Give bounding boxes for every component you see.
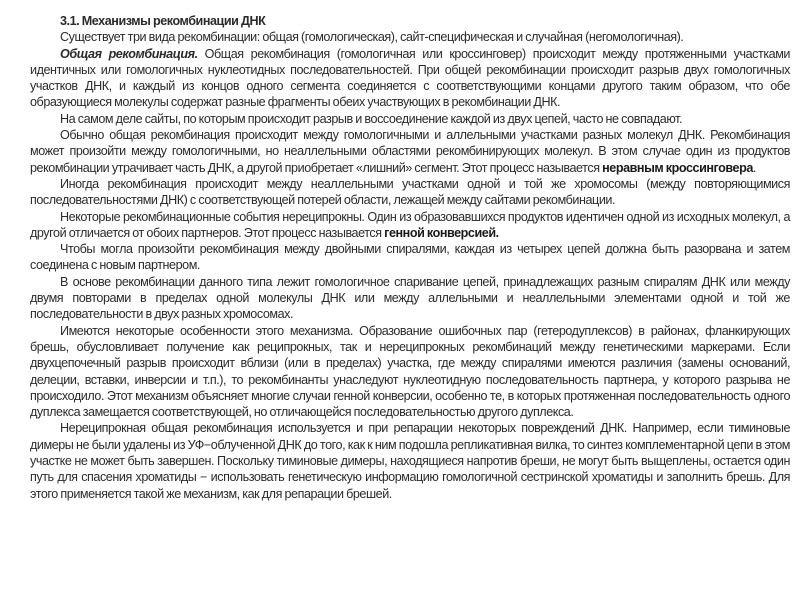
paragraph	[30, 111, 790, 127]
paragraph-text: Имеются некоторые особенности этого механизма. Образование ошибочных пар (гетеродуплексов) в районах, фланкирующих брешь, обусловливает получение как реципрокных, так и нереципрокных рекомбинаций между генетическими маркерами. Если двухцепочечный разрыв происходит вблизи (или в пределах) участка, где между спиралями имеются различия (замены оснований, делеции, вставки, инверсии и т.п.), то рекомбинанты унаследуют нуклеотидную последовательность партнера, у которого разрыва не происходило. Этот механизм объясняет многие случаи генной конверсии, особенно те, в которых протяженная последовательность одного дуплекса замещается соответствующей, но отличающейся последовательностью другого дуплекса.	[30, 323, 790, 420]
term-gene-conversion: генной конверсией.	[384, 225, 499, 240]
paragraph-text: Обычно общая рекомбинация происходит между гомологичными и аллельными участками разных молекул ДНК. Рекомбинация может произойти между гомологичными, но неаллельными областями рекомбинирующих молекул. В этом случае один из продуктов рекомбинации утрачивает часть ДНК, а другой приобретает «лишний» сегмент. Этот процесс называется	[30, 128, 790, 175]
paragraph	[30, 29, 790, 45]
paragraph-text: Нереципрокная общая рекомбинация используется и при репарации некоторых повреждений ДНК. Например, если тиминовые димеры не были удалены из УФ−облученной ДНК до того, как к ним подошла репликативная вилка, то синтез комплементарной цепи в этом участке не может быть завершен. Поскольку тиминовые димеры, находящиеся напротив бреши, не могут быть выщеплены, остается один путь для спасения хроматиды − использовать генетическую информацию гомологичной сестринской хроматиды и заполнить брешь. Для этого применяется такой же механизм, как для репарации брешей.	[30, 421, 790, 501]
paragraph	[30, 46, 790, 111]
term-unequal-crossover: неравным кроссинговера	[602, 160, 753, 175]
paragraph-text: В основе рекомбинации данного типа лежит гомологичное спаривание цепей, принадлежащих разным спиралям ДНК или между двумя повторами в пределах одной молекулы ДНК или между аллельными и неаллельными элементами одной и той же последовательности в двух разных хромосомах.	[30, 274, 790, 322]
paragraph	[30, 176, 790, 209]
paragraph-text: Некоторые рекомбинационные события нереципрокны. Один из образовавшихся продуктов идентичен одной из исходных молекул, а другой отличается от обоих партнеров. Этот процесс называется	[30, 209, 790, 240]
paragraph-text: Общая рекомбинация (гомологичная или кроссинговер) происходит между протяженными участками идентичных или гомологичных нуклеотидных последовательностей. При общей рекомбинации происходит разрыв двух гомологичных участков ДНК, и каждый из концов одного сегмента соединяется с соответствующими концами другого таким образом, что обе образующиеся молекулы содержат разные фрагменты обеих участвующих в рекомбинации ДНК.	[30, 46, 791, 110]
paragraph	[30, 241, 790, 274]
paragraph-text: На самом деле сайты, по которым происходит разрыв и воссоединение каждой из двух цепей, часто не совпадают.	[60, 111, 683, 126]
paragraph-text: Чтобы могла произойти рекомбинация между двойными спиралями, каждая из четырех цепей должна быть разорвана и затем соединена с новым партнером.	[30, 242, 790, 273]
paragraph-text-end: .	[752, 160, 756, 175]
paragraph-text: Существует три вида рекомбинации: общая (гомологическая), сайт-специфическая и случайная (негомологичная).	[60, 30, 684, 45]
term-general-recombination: Общая рекомбинация.	[60, 46, 198, 61]
paragraph	[30, 127, 790, 176]
paragraph-text: Иногда рекомбинация происходит между неаллельными участками одной и той же хромосомы (между повторяющимися последовательностями ДНК) с соответствующей потерей области, лежащей между сайтами рекомбинации.	[30, 176, 790, 208]
paragraph	[30, 209, 790, 242]
paragraph	[30, 323, 790, 421]
paragraph	[30, 274, 790, 323]
document-page	[30, 13, 790, 502]
paragraph	[30, 420, 790, 501]
section-title: 3.1. Механизмы рекомбинации ДНК	[60, 14, 266, 28]
